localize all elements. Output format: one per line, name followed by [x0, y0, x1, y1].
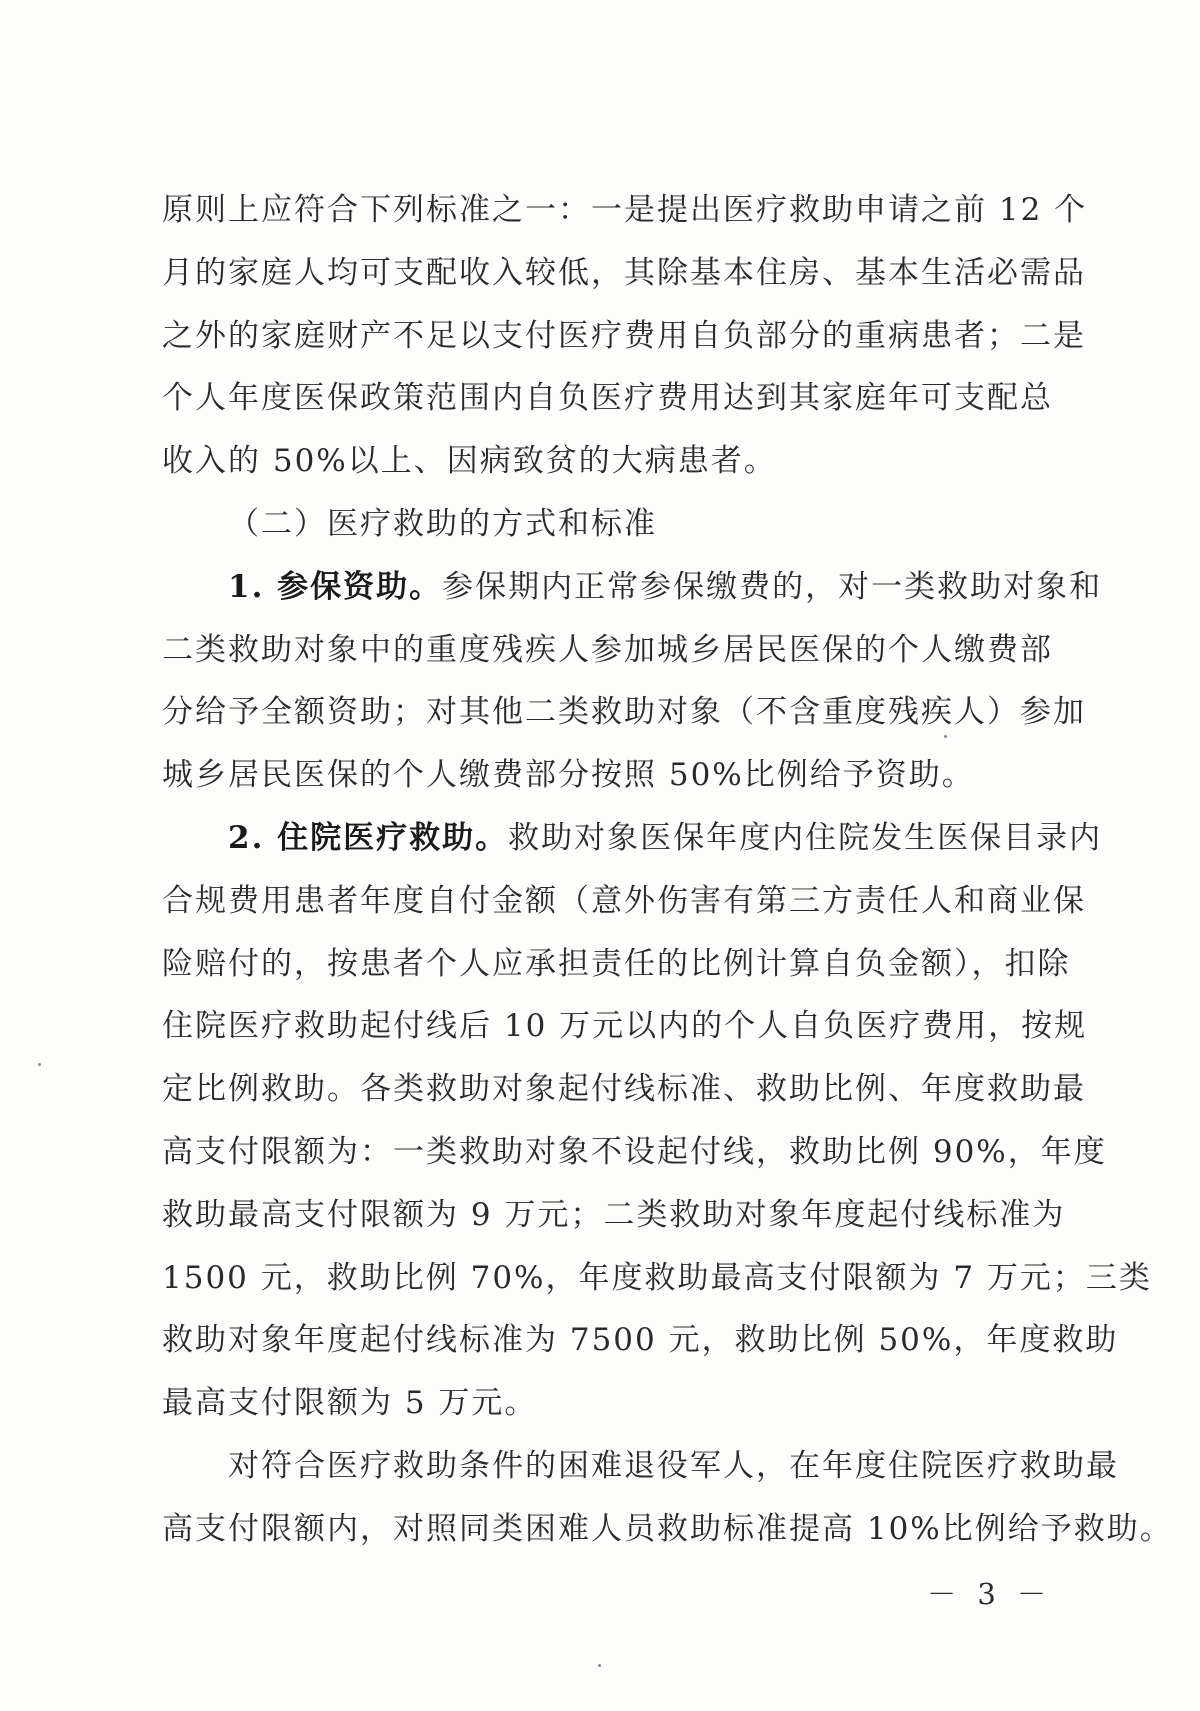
text-line — [162, 1192, 1066, 1255]
text-line — [162, 187, 1088, 250]
line-text: 高支付限额为：一类救助对象不设起付线，救助比例 90%，年度 — [162, 1133, 1107, 1170]
text-line — [162, 564, 1103, 627]
text-line — [162, 1255, 1152, 1318]
line-text: 救助对象年度起付线标准为 7500 元，救助比例 50%，年度救助 — [162, 1322, 1119, 1359]
scan-speck — [38, 1063, 41, 1066]
text-line — [162, 501, 1052, 564]
text-line — [162, 1066, 1086, 1129]
text-line — [162, 375, 1052, 438]
text-line — [162, 689, 1086, 752]
scan-speck — [598, 1664, 601, 1667]
line-text: 分给予全额资助；对其他二类救助对象（不含重度残疾人）参加 — [162, 694, 1086, 731]
section-heading: 1. 参保资助。 — [228, 568, 443, 605]
line-text: 合规费用患者年度自付金额（意外伤害有第三方责任人和商业保 — [162, 882, 1086, 919]
text-line — [162, 313, 1086, 376]
text-line — [162, 1129, 1107, 1192]
line-text: 之外的家庭财产不足以支付医疗费用自负部分的重病患者；二是 — [162, 317, 1086, 354]
line-text: 高支付限额内，对照同类困难人员救助标准提高 10%比例给予救助。 — [162, 1510, 1173, 1547]
line-text: （二）医疗救助的方式和标准 — [228, 505, 657, 542]
text-line — [162, 438, 1052, 501]
line-text: 二类救助对象中的重度残疾人参加城乡居民医保的个人缴费部 — [162, 631, 1053, 668]
text-line — [162, 627, 1052, 690]
line-text: 参保期内正常参保缴费的，对一类救助对象和 — [442, 568, 1103, 605]
line-text: 住院医疗救助起付线后 10 万元以内的个人自负医疗费用，按规 — [162, 1008, 1088, 1045]
line-text: 个人年度医保政策范围内自负医疗费用达到其家庭年可支配总 — [162, 380, 1053, 417]
section-heading: 2. 住院医疗救助。 — [228, 819, 509, 856]
line-text: 救助对象医保年度内住院发生医保目录内 — [508, 819, 1103, 856]
text-line — [162, 250, 1086, 313]
text-line — [162, 1506, 1173, 1569]
scan-speck — [944, 735, 947, 738]
text-line — [162, 941, 1071, 1004]
line-text: 险赔付的，按患者个人应承担责任的比例计算自负金额），扣除 — [162, 945, 1071, 982]
line-text: 救助最高支付限额为 9 万元；二类救助对象年度起付线标准为 — [162, 1196, 1066, 1233]
line-text: 原则上应符合下列标准之一：一是提出医疗救助申请之前 12 个 — [162, 192, 1088, 228]
line-text: 月的家庭人均可支配收入较低，其除基本住房、基本生活必需品 — [162, 254, 1086, 291]
text-line — [162, 1317, 1119, 1380]
text-line — [162, 1443, 1119, 1506]
line-text: 定比例救助。各类救助对象起付线标准、救助比例、年度救助最 — [162, 1071, 1086, 1108]
text-line — [162, 1380, 1052, 1443]
text-line — [162, 815, 1103, 878]
text-line — [162, 878, 1086, 941]
line-text: 收入的 50%以上、因病致贫的大病患者。 — [162, 443, 777, 480]
line-text: 城乡居民医保的个人缴费部分按照 50%比例给予资助。 — [162, 757, 975, 794]
line-text: 最高支付限额为 5 万元。 — [162, 1385, 538, 1422]
line-text: 对符合医疗救助条件的困难退役军人，在年度住院医疗救助最 — [228, 1447, 1119, 1484]
text-line — [162, 752, 1052, 815]
text-line — [162, 1003, 1088, 1066]
line-text: 1500 元，救助比例 70%，年度救助最高支付限额为 7 万元；三类 — [162, 1259, 1152, 1296]
document-body — [162, 187, 1173, 1569]
page-number: － 3 － — [927, 1577, 1052, 1611]
